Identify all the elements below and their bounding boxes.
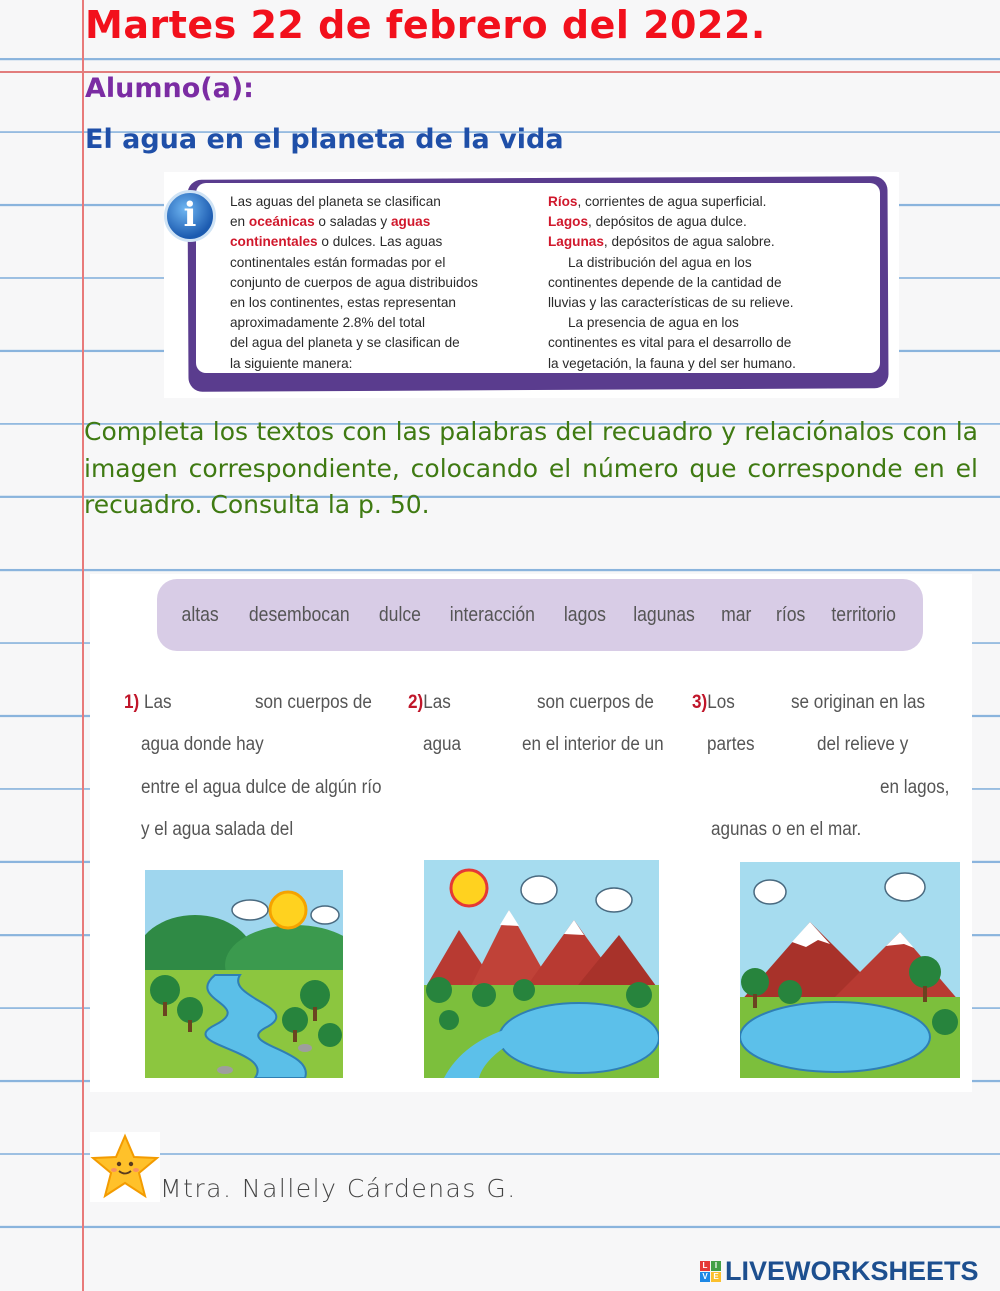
exercise-1-text: y el agua salada del: [141, 819, 294, 840]
exercise-1-text: agua donde hay: [141, 734, 264, 755]
exercise-1-line: [124, 692, 172, 714]
exercise-3-text: agunas o en el mar.: [711, 819, 862, 840]
info-line: lluvias y las características de su relieve.: [548, 295, 794, 311]
info-icon: i: [164, 190, 216, 242]
info-line: aproximadamente 2.8% del total: [230, 315, 425, 331]
info-line: continentes es vital para el desarrollo de: [548, 335, 792, 351]
keyword-continentales: continentales: [230, 234, 318, 250]
exercise-2-line: [408, 692, 451, 714]
date-title: Martes 22 de febrero del 2022.: [85, 3, 766, 47]
keyword-aguas: aguas: [390, 214, 431, 230]
exercise-text: Las: [143, 692, 172, 713]
info-line: la vegetación, la fauna y del ser humano.: [548, 355, 796, 371]
liveworksheets-footer[interactable]: [700, 1256, 979, 1287]
exercise-1-text: son cuerpos de: [255, 692, 372, 713]
word-bank-item[interactable]: mar: [721, 603, 752, 626]
exercise-text: Las: [423, 692, 451, 713]
info-text: , corrientes de agua superficial.: [577, 194, 767, 209]
logo-letter: L: [700, 1261, 710, 1271]
logo-letter: E: [711, 1272, 721, 1282]
exercise-3-text: se originan en las: [791, 692, 926, 713]
info-line: [548, 232, 858, 252]
info-text: en: [230, 214, 249, 230]
instructions-text: Completa los textos con las palabras del recuadro y relaciónalos con la imagen correspondiente, colocando el número que corresponde en el recuadro. Consulta la p. 50.: [84, 417, 978, 519]
keyword-rios: Ríos: [548, 194, 578, 209]
exercise-number: 2): [408, 692, 424, 713]
info-line: continentales están formadas por el: [230, 254, 446, 270]
exercise-2-text: son cuerpos de: [537, 692, 654, 713]
star-icon: [90, 1132, 160, 1202]
liveworksheets-brand: LIVEWORKSHEETS: [725, 1256, 979, 1286]
lagoon-illustration[interactable]: [740, 862, 960, 1078]
keyword-lagunas: Lagunas: [548, 234, 604, 250]
page-margin-line: [82, 0, 84, 1291]
info-text-left: [230, 192, 530, 374]
exercise-text: Los: [707, 692, 735, 713]
exercise-2-text: agua: [423, 734, 462, 755]
info-line: en los continentes, estas representan: [230, 295, 456, 311]
topic-heading: El agua en el planeta de la vida: [85, 124, 564, 155]
word-bank: [157, 579, 923, 651]
info-text: , depósitos de agua dulce.: [588, 214, 747, 230]
info-text-right: [548, 192, 858, 374]
exercise-2-text: en el interior de un: [522, 734, 664, 755]
word-bank-item[interactable]: altas: [181, 603, 219, 626]
exercise-3-text: partes: [707, 734, 755, 755]
info-line: conjunto de cuerpos de agua distribuidos: [230, 274, 478, 290]
info-line: [230, 212, 530, 232]
info-line: [230, 232, 530, 252]
exercise-number: 3): [692, 692, 708, 713]
info-line: Las aguas del planeta se clasifican: [230, 194, 441, 209]
info-text: , depósitos de agua salobre.: [603, 234, 775, 250]
info-text: o saladas y: [314, 214, 391, 230]
info-line: La distribución del agua en los: [568, 254, 752, 270]
exercise-1-text: entre el agua dulce de algún río: [141, 777, 382, 798]
exercise-3-line: [692, 692, 735, 714]
info-line: la siguiente manera:: [230, 355, 353, 371]
word-bank-item[interactable]: interacción: [449, 603, 536, 626]
word-bank-item[interactable]: lagos: [563, 603, 607, 626]
info-line: continentes depende de la cantidad de: [548, 274, 782, 290]
info-line: del agua del planeta y se clasifican de: [230, 335, 460, 351]
word-bank-item[interactable]: ríos: [775, 603, 806, 626]
student-label: Alumno(a):: [85, 73, 254, 104]
river-illustration[interactable]: [145, 870, 343, 1078]
info-line: La presencia de agua en los: [568, 315, 739, 331]
lake-illustration[interactable]: [424, 860, 659, 1078]
word-bank-item[interactable]: desembocan: [248, 603, 350, 626]
word-bank-item[interactable]: lagunas: [633, 603, 695, 626]
info-text: o dulces. Las aguas: [317, 234, 443, 250]
keyword-oceanicas: oceánicas: [248, 214, 315, 230]
logo-letter: I: [711, 1261, 721, 1271]
keyword-lagos: Lagos: [548, 214, 589, 230]
teacher-signature: Mtra. Nallely Cárdenas G.: [160, 1174, 517, 1203]
exercise-number: 1): [124, 692, 140, 713]
liveworksheets-logo-icon: [700, 1261, 721, 1282]
word-bank-item[interactable]: dulce: [379, 603, 422, 626]
exercise-3-text: en lagos,: [880, 777, 950, 798]
exercise-3-text: del relieve y: [817, 734, 909, 755]
word-bank-item[interactable]: territorio: [831, 603, 897, 626]
logo-letter: V: [700, 1272, 710, 1282]
info-line: [548, 212, 858, 232]
info-line: [548, 192, 858, 212]
